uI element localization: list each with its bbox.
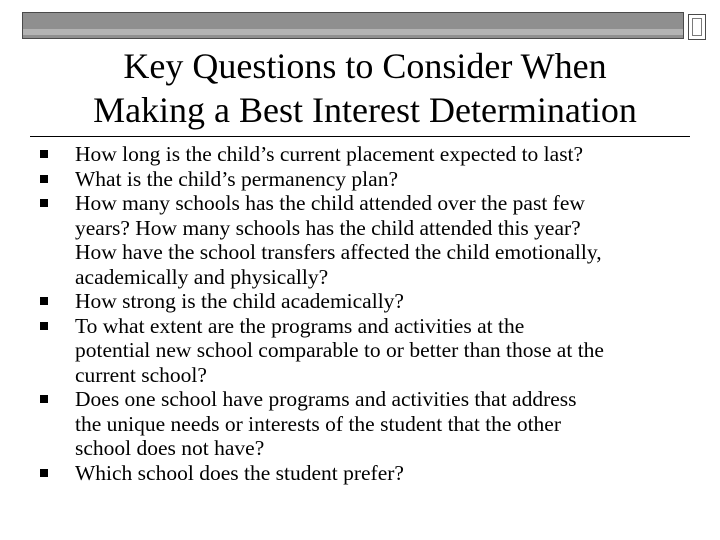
- list-item: [40, 142, 700, 167]
- bullet-line: current school?: [75, 362, 207, 387]
- bullet-line: To what extent are the programs and activities at the: [75, 313, 525, 338]
- bullet-line: How many schools has the child attended over the past few: [75, 191, 585, 215]
- square-bullet-icon: [40, 199, 48, 207]
- list-item: [40, 191, 700, 289]
- list-item: [40, 387, 700, 461]
- slide-title-line-1: Key Questions to Consider When: [123, 46, 607, 86]
- bullet-line: How have the school transfers affected the child emotionally,: [75, 240, 602, 264]
- bullet-line: the unique needs or interests of the student that the other: [75, 411, 562, 436]
- bullet-line: years? How many schools has the child attended this year?: [75, 215, 581, 240]
- bullet-line: How strong is the child academically?: [75, 289, 404, 313]
- bullet-line: How long is the child’s current placement expected to last?: [75, 142, 584, 166]
- decorative-header-bar: [22, 12, 684, 39]
- list-item: [40, 461, 700, 486]
- corner-box-inner: [692, 18, 702, 36]
- slide-title-line-2: Making a Best Interest Determination: [93, 90, 637, 130]
- square-bullet-icon: [40, 150, 48, 158]
- square-bullet-icon: [40, 469, 48, 477]
- bullet-line: Does one school have programs and activities that address: [75, 387, 577, 411]
- bullet-line: school does not have?: [75, 436, 265, 460]
- bullet-line: academically and physically?: [75, 264, 329, 289]
- title-divider: [30, 136, 690, 137]
- bullet-line: What is the child’s permanency plan?: [75, 166, 398, 191]
- list-item: [40, 289, 700, 314]
- square-bullet-icon: [40, 175, 48, 183]
- header-bar-stripe: [23, 29, 683, 35]
- square-bullet-icon: [40, 322, 48, 330]
- bullet-line: potential new school comparable to or better than those at the: [75, 338, 604, 362]
- square-bullet-icon: [40, 395, 48, 403]
- decorative-corner-box: [688, 14, 706, 40]
- square-bullet-icon: [40, 297, 48, 305]
- bullet-line: Which school does the student prefer?: [75, 460, 404, 485]
- slide-title: [30, 44, 700, 132]
- question-list: [40, 142, 700, 485]
- list-item: [40, 167, 700, 192]
- list-item: [40, 314, 700, 388]
